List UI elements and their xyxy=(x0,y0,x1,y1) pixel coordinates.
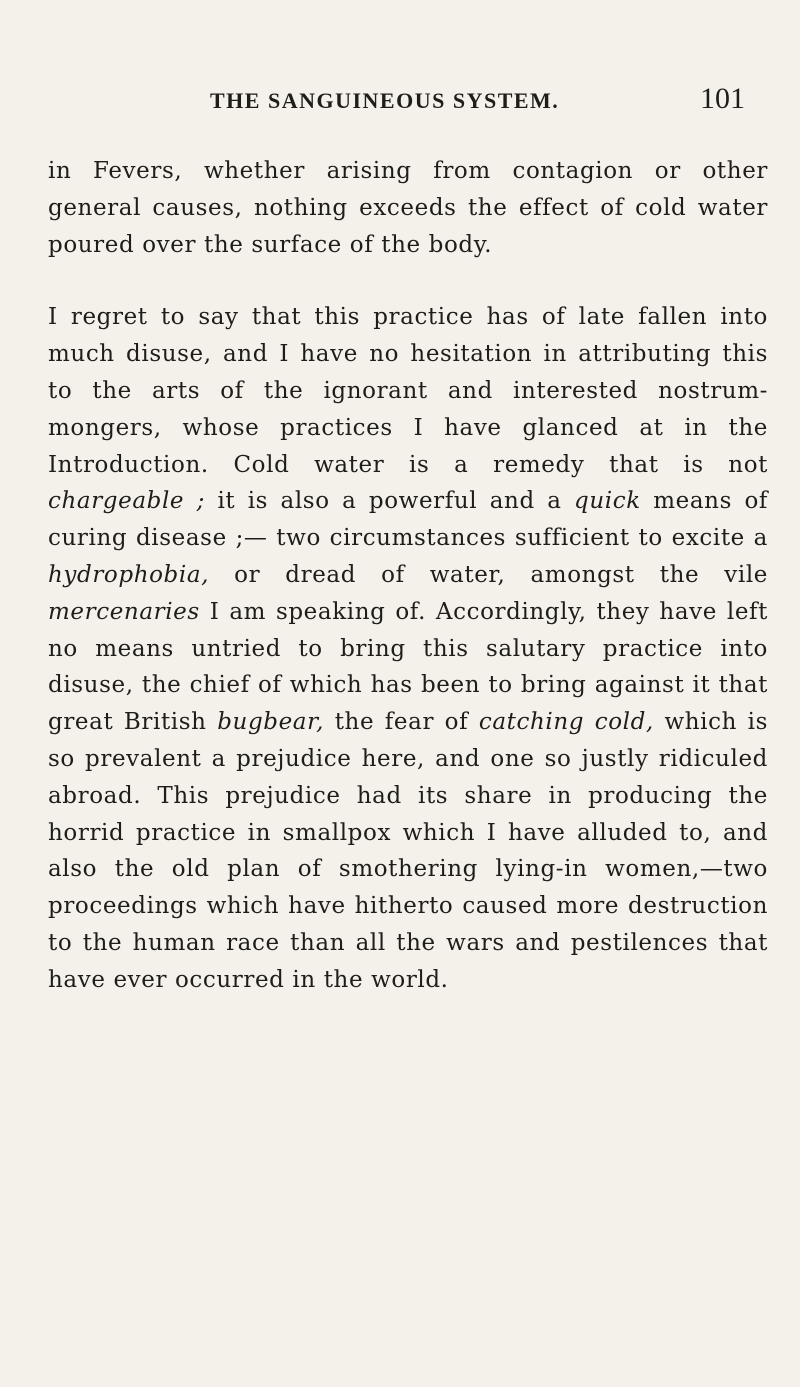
paragraph-1 xyxy=(48,153,768,263)
italic-phrase: hydrophobia, xyxy=(48,561,210,588)
text-run: I regret to say that this practice has of late fallen into much disuse, and I have no hesitation in attributing this to the arts of the ignorant and interested nostrum-mongers, whose practices I have glanced at in the Introduction. Cold water is a remedy that is not xyxy=(48,304,768,478)
text-run: which is so prevalent a prejudice here, and one so justly ridiculed abroad. This prejudice had its share in producing the horrid practice in smallpox which I have alluded to, and also the old plan of smothering lying-in women,—two proceedings which have hitherto caused more destruction to the human race than all the wars and pestilences that have ever occurred in the world. xyxy=(48,709,768,993)
body-text xyxy=(48,153,768,999)
italic-phrase: chargeable ; xyxy=(48,488,205,515)
italic-phrase: bugbear, xyxy=(217,709,325,736)
text-run: in Fevers, whether arising from contagion or other general causes, nothing exceeds the effect of cold water poured over the surface of the body. xyxy=(48,158,768,258)
page-number: 101 xyxy=(700,82,745,115)
text-run: or dread of water, amongst the vile xyxy=(209,561,768,588)
italic-phrase: quick xyxy=(574,488,641,515)
text-run: it is also a powerful and a xyxy=(204,488,575,515)
running-head xyxy=(0,80,800,120)
italic-phrase: mercenaries xyxy=(48,598,200,625)
text-run: means of curing disease ;— two circumstances sufficient to excite a xyxy=(48,488,768,552)
italic-phrase: catching cold, xyxy=(478,709,654,736)
running-title: THE SANGUINEOUS SYSTEM. xyxy=(210,88,560,113)
text-run: I am speaking of. Accordingly, they have left no means untried to bring this salutary practice into disuse, the chief of which has been to bring against it that great British xyxy=(48,598,768,736)
paragraph-2 xyxy=(48,299,768,998)
text-run: the fear of xyxy=(324,709,479,736)
